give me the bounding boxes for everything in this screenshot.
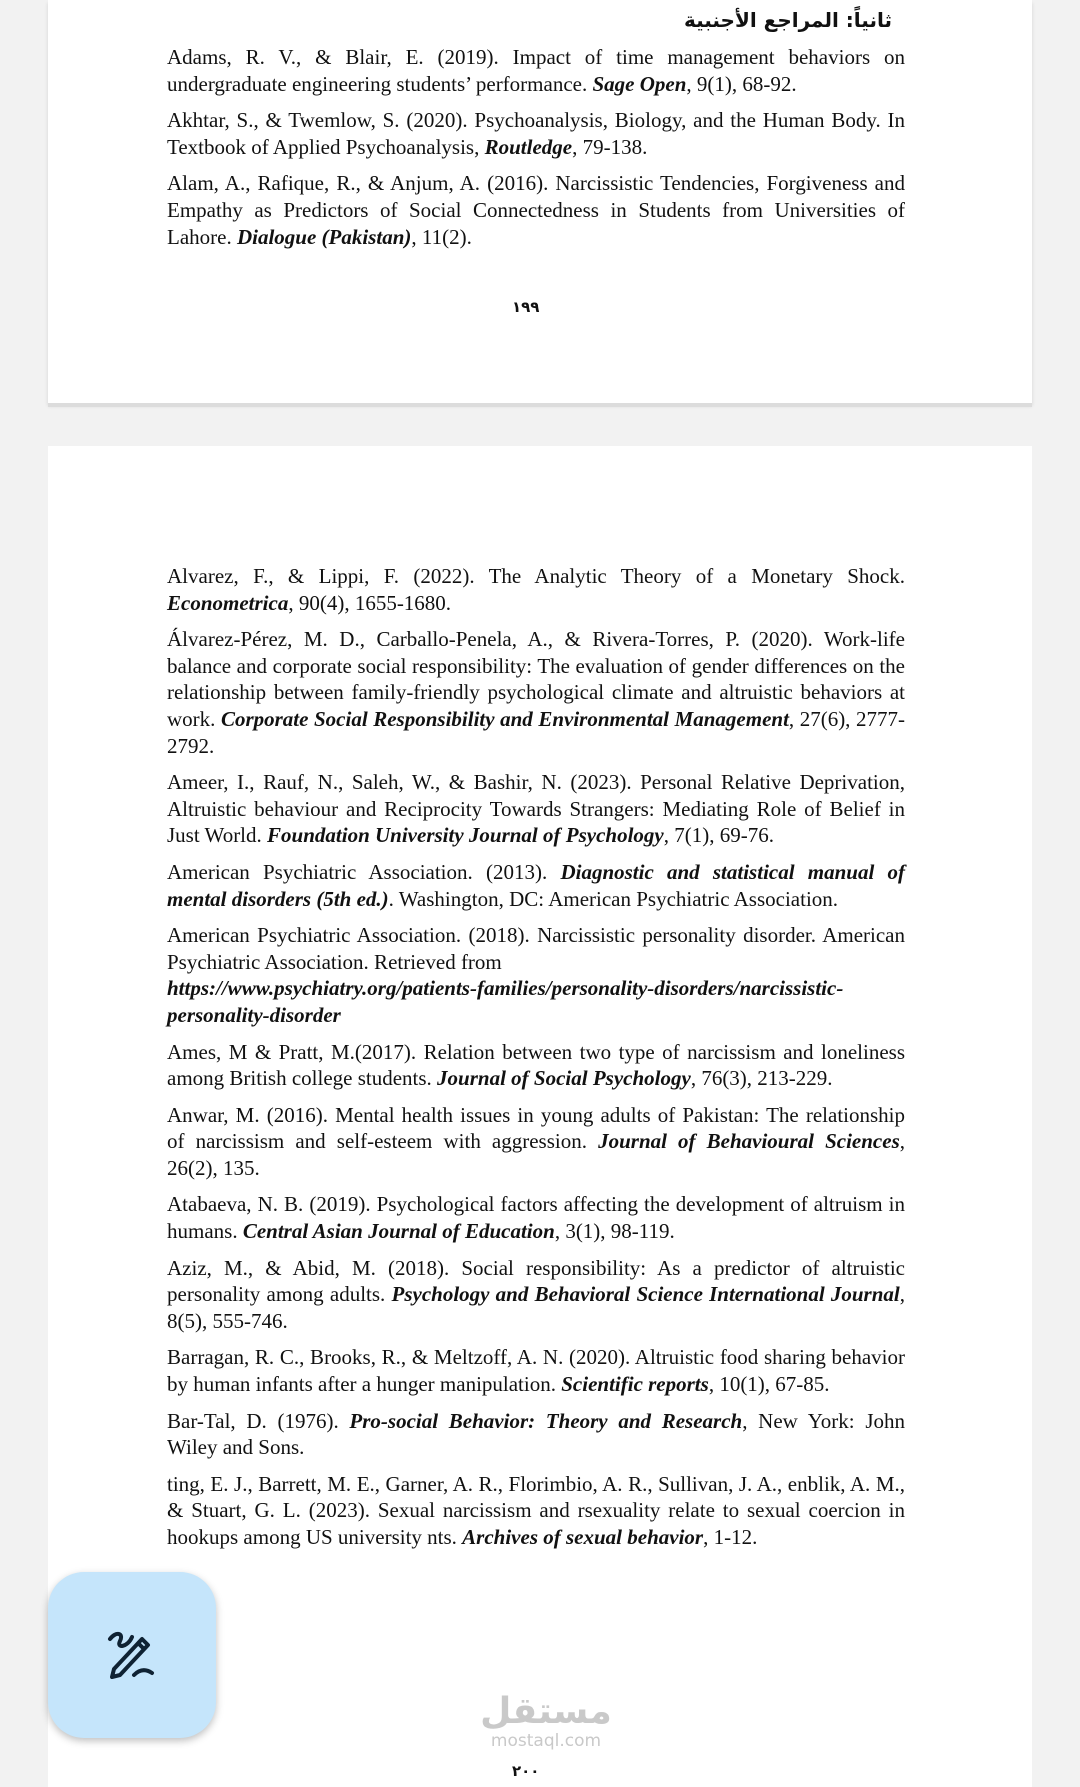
reference-details: , 79-138.: [572, 134, 648, 159]
reference-authors: Alvarez, F., & Lippi, F. (2022).: [167, 564, 489, 588]
section-heading: ثانياً: المراجع الأجنبية: [683, 8, 892, 32]
reference-title: Narcissistic personality disorder. American Psychiatric Association. Retrieved from: [167, 923, 905, 974]
reference-title: Mental health issues in young adults of Pakistan: The relationship of narcissism and self-esteem with aggression.: [167, 1102, 905, 1154]
reference-title: Relation between two type of narcissism and loneliness among British college students.: [167, 1039, 905, 1091]
reference-authors: Alam, A., Rafique, R., & Anjum, A. (2016).: [167, 171, 556, 196]
page-separator: [48, 403, 1032, 407]
reference-title: Personal Relative Deprivation, Altruistic behaviour and Reciprocity Towards Strangers: Mediating Role of Belief in Just World.: [167, 770, 905, 848]
reference-source: Foundation University Journal of Psychology: [267, 823, 664, 848]
reference-entry: [167, 769, 905, 849]
reference-title: Social responsibility: As a predictor of altruistic personality among adults.: [167, 1255, 905, 1307]
reference-source: Routledge: [484, 134, 573, 159]
reference-source: Diagnostic and statistical manual of mental disorders (5th ed.): [167, 859, 905, 911]
pen-edit-icon: [102, 1625, 162, 1685]
reference-source: Psychology and Behavioral Science International Journal: [391, 1282, 900, 1307]
reference-title: Narcissistic Tendencies, Forgiveness and Empathy as Predictors of Social Connectedness in Students from Universities of Lahore.: [167, 171, 906, 249]
reference-source: Archives of sexual behavior: [462, 1525, 704, 1549]
reference-entry: [167, 1039, 905, 1092]
reference-entry: [167, 626, 905, 759]
reference-authors: American Psychiatric Association. (2018).: [167, 923, 538, 948]
reference-authors: Akhtar, S., & Twemlow, S. (2020).: [167, 108, 475, 133]
reference-details: , 76(3), 213-229.: [690, 1066, 833, 1091]
watermark-logo: [476, 1692, 616, 1750]
reference-details: . Washington, DC: American Psychiatric Association.: [388, 886, 839, 911]
reference-authors: Bar-Tal, D. (1976).: [167, 1408, 350, 1433]
reference-details: , New York: John Wiley and Sons.: [167, 1408, 906, 1460]
reference-entry: [167, 1102, 905, 1182]
reference-details: , 3(1), 98-119.: [554, 1219, 675, 1244]
reference-authors: American Psychiatric Association. (2013).: [167, 859, 561, 884]
reference-authors: Atabaeva, N. B. (2019).: [167, 1192, 377, 1217]
reference-entry: [167, 1471, 905, 1551]
reference-title: Psychological factors affecting the development of altruism in humans.: [167, 1192, 905, 1244]
reference-details: , 9(1), 68-92.: [686, 71, 797, 96]
reference-entry: [167, 563, 905, 616]
reference-authors: Adams, R. V., & Blair, E. (2019).: [167, 45, 513, 69]
reference-details: , 27(6), 2777-2792.: [167, 706, 905, 758]
reference-title: Work-life balance and corporate social responsibility: The evaluation of gender differences on the relationship between family-friendly psychological climate and altruistic behaviors at work.: [167, 627, 905, 731]
reference-source: Journal of Social Psychology: [437, 1066, 691, 1091]
watermark-arabic: مستقل: [480, 1691, 612, 1732]
reference-authors: Ames, M & Pratt, M.(2017).: [167, 1039, 424, 1064]
reference-entry: [167, 1191, 905, 1244]
reference-entry: [167, 107, 905, 160]
reference-title: Impact of time management behaviors on undergraduate engineering students’ performance.: [167, 45, 905, 96]
reference-details: , 90(4), 1655-1680.: [288, 590, 452, 615]
reference-source: Central Asian Journal of Education: [242, 1219, 555, 1244]
reference-list-page-200: [167, 563, 905, 1561]
watermark-url: mostaql.com: [490, 1731, 602, 1751]
reference-entry: [167, 922, 905, 1028]
reference-entry: [167, 1255, 905, 1335]
reference-authors: Barragan, R. C., Brooks, R., & Meltzoff, A. N. (2020).: [167, 1345, 635, 1370]
page-number: ١٩٩: [512, 298, 540, 316]
page-number: ٢٠٠: [512, 1762, 540, 1780]
reference-details: , 1-12.: [703, 1525, 758, 1549]
reference-details: , 10(1), 67-85.: [708, 1372, 830, 1397]
reference-authors: Aziz, M., & Abid, M. (2018).: [167, 1255, 462, 1280]
reference-source: Econometrica: [167, 590, 289, 615]
reference-source: Sage Open: [592, 71, 687, 96]
reference-source: Scientific reports: [561, 1372, 709, 1397]
reference-url[interactable]: https://www.psychiatry.org/patients-families/personality-disorders/narcissistic-personality-disorder: [167, 976, 844, 1027]
reference-authors: Anwar, M. (2016).: [167, 1102, 336, 1127]
reference-source: Journal of Behavioural Sciences: [598, 1129, 900, 1154]
reference-entry: [167, 1408, 905, 1461]
reference-entry: [167, 1344, 905, 1397]
reference-authors: Álvarez-Pérez, M. D., Carballo-Penela, A., & Rivera-Torres, P. (2020).: [167, 627, 824, 652]
reference-title: Psychoanalysis, Biology, and the Human Body. In Textbook of Applied Psychoanalysis,: [167, 108, 906, 159]
reference-details: , 8(5), 555-746.: [167, 1282, 905, 1333]
reference-title: The Analytic Theory of a Monetary Shock.: [488, 564, 905, 588]
reference-details: , 26(2), 135.: [167, 1129, 905, 1180]
reference-list-page-199: [167, 44, 905, 260]
annotate-button[interactable]: [48, 1572, 216, 1738]
reference-authors: ting, E. J., Barrett, M. E., Garner, A. R., Florimbio, A. R., Sullivan, J. A., enblik, A. M., & Stuart, G. L. (2023).: [167, 1471, 905, 1523]
reference-entry: [167, 170, 905, 250]
reference-source: Corporate Social Responsibility and Environmental Management: [220, 706, 789, 731]
reference-title: Sexual narcissism and rsexuality relate to sexual coercion in hookups among US university nts.: [167, 1498, 905, 1549]
reference-authors: Ameer, I., Rauf, N., Saleh, W., & Bashir, N. (2023).: [167, 770, 641, 795]
reference-title: Altruistic food sharing behavior by human infants after a hunger manipulation.: [167, 1345, 905, 1397]
reference-source: Pro-social Behavior: Theory and Research: [349, 1408, 743, 1433]
reference-entry: [167, 859, 905, 912]
reference-entry: [167, 44, 905, 97]
reference-details: , 11(2).: [411, 224, 472, 249]
reference-source: Dialogue (Pakistan): [236, 224, 412, 249]
reference-details: , 7(1), 69-76.: [663, 823, 774, 848]
